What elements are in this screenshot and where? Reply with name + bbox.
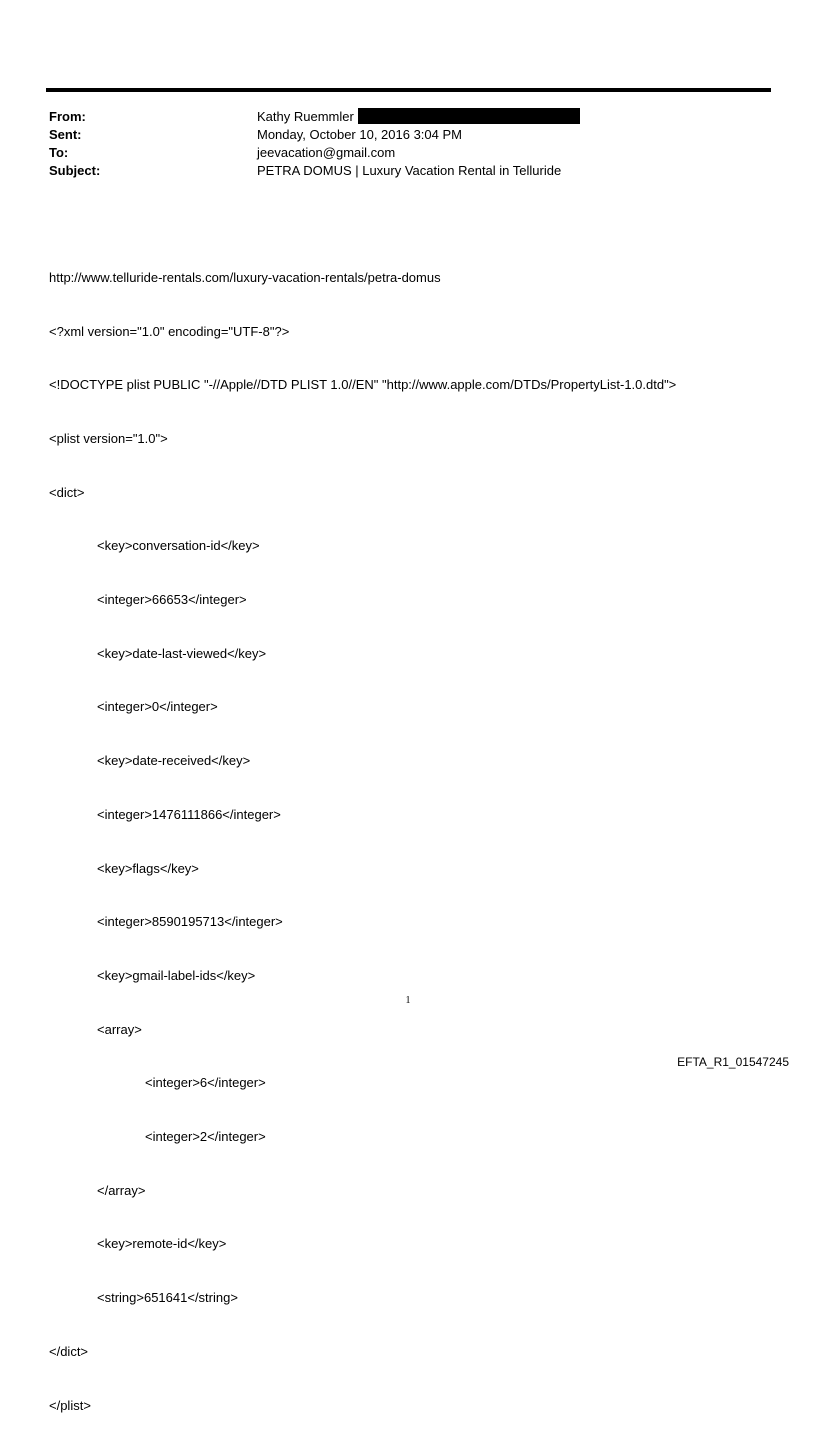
to-value: jeevacation@gmail.com bbox=[257, 145, 396, 160]
body-url-line: http://www.telluride-rentals.com/luxury-vacation-rentals/petra-domus bbox=[49, 269, 441, 285]
body-line: </plist> bbox=[49, 1397, 91, 1413]
bates-number: EFTA_R1_01547245 bbox=[677, 1055, 789, 1069]
body-line: <key>flags</key> bbox=[97, 860, 199, 876]
body-line: </dict> bbox=[49, 1343, 89, 1359]
sender-name: Kathy Ruemmler bbox=[257, 109, 354, 124]
body-line: <integer>1476111866</integer> bbox=[97, 806, 281, 822]
from-label: From: bbox=[49, 109, 86, 124]
body-line: <integer>8590195713</integer> bbox=[97, 914, 283, 930]
body-line: <?xml version="1.0" encoding="UTF-8"?> bbox=[49, 323, 290, 339]
body-line: <key>date-last-viewed</key> bbox=[97, 645, 267, 661]
body-line: <key>gmail-label-ids</key> bbox=[97, 967, 256, 983]
body-line: <string>651641</string> bbox=[97, 1290, 238, 1306]
subject-label: Subject: bbox=[49, 163, 101, 178]
body-line: <integer>6</integer> bbox=[145, 1075, 266, 1091]
subject-value: PETRA DOMUS | Luxury Vacation Rental in Telluride bbox=[257, 163, 562, 178]
redaction-block bbox=[358, 108, 580, 124]
from-value bbox=[257, 108, 580, 126]
body-line: <key>date-received</key> bbox=[97, 753, 251, 769]
body-line: <plist version="1.0"> bbox=[49, 430, 168, 446]
email-body bbox=[49, 233, 676, 1432]
body-line: <array> bbox=[97, 1021, 142, 1037]
body-line: <key>conversation-id</key> bbox=[97, 538, 260, 554]
header-rule bbox=[46, 88, 771, 92]
body-line: <integer>0</integer> bbox=[97, 699, 218, 715]
body-line: <key>remote-id</key> bbox=[97, 1236, 227, 1252]
sent-label: Sent: bbox=[49, 127, 82, 142]
body-line: <integer>66653</integer> bbox=[97, 592, 247, 608]
body-line: </array> bbox=[97, 1182, 146, 1198]
to-label: To: bbox=[49, 145, 69, 160]
body-line: <dict> bbox=[49, 484, 85, 500]
sent-value: Monday, October 10, 2016 3:04 PM bbox=[257, 127, 462, 142]
page-number: 1 bbox=[405, 995, 411, 1006]
body-line: <integer>2</integer> bbox=[145, 1129, 266, 1145]
body-line: <!DOCTYPE plist PUBLIC "-//Apple//DTD PLIST 1.0//EN" "http://www.apple.com/DTDs/PropertyList-1.0.dtd"> bbox=[49, 377, 677, 393]
